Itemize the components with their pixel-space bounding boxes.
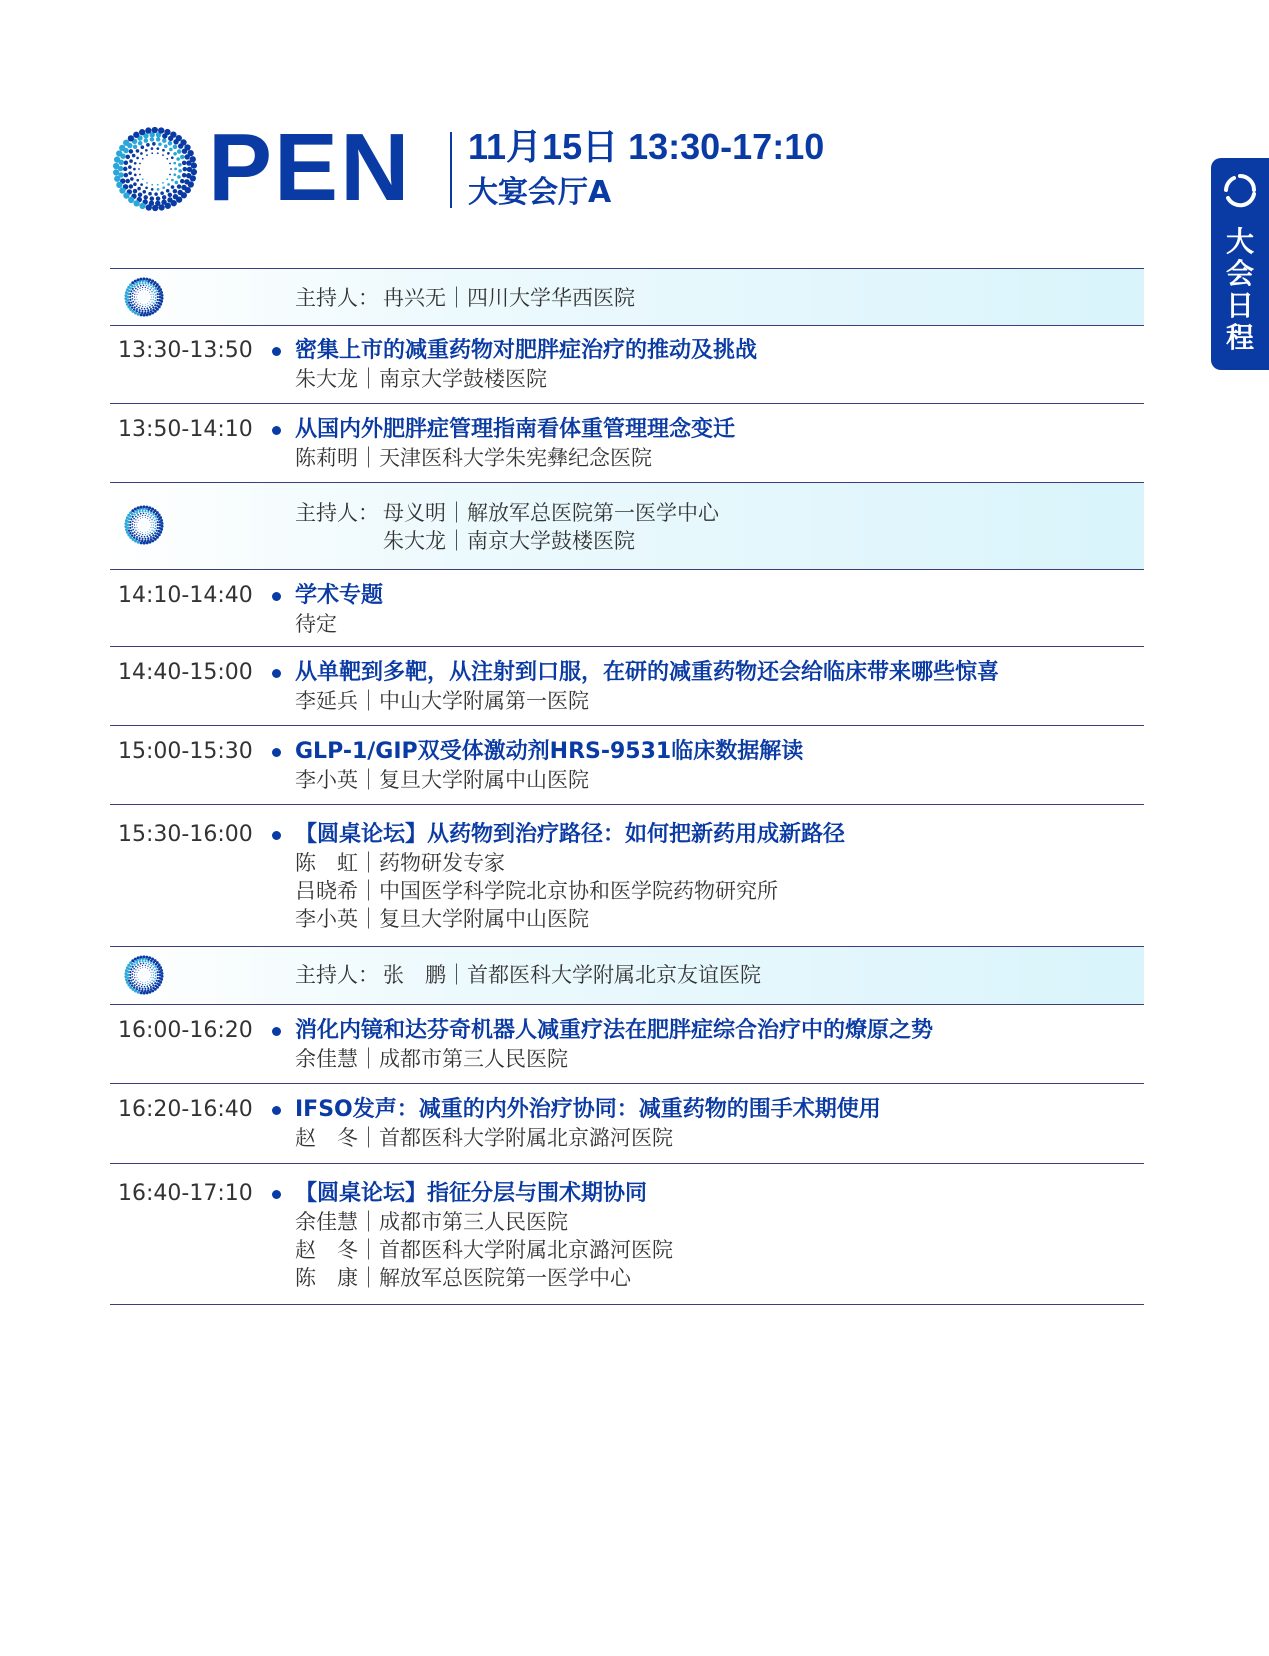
side-tab-agenda[interactable] [1211, 158, 1269, 370]
schedule-row [110, 1164, 1144, 1305]
speaker: 吕晓希｜中国医学科学院北京协和医学院药物研究所 [295, 879, 778, 903]
logo-text: PEN [208, 114, 412, 221]
session-title: 【圆桌论坛】从药物到治疗路径：如何把新药用成新路径 [295, 822, 846, 847]
pen-logo-dots-icon [112, 126, 198, 212]
schedule-row [110, 805, 1144, 947]
bullet-dot-icon [272, 669, 281, 678]
moderator-row [110, 483, 1144, 570]
session-title: 学术专题 [295, 583, 384, 608]
speaker: 余佳慧｜成都市第三人民医院 [295, 1210, 568, 1234]
speaker: 陈莉明｜天津医科大学朱宪彝纪念医院 [295, 446, 652, 470]
bullet-dot-icon [272, 347, 281, 356]
bullet-dot-icon [272, 1190, 281, 1199]
speaker: 陈 康｜解放军总医院第一医学中心 [295, 1266, 631, 1290]
session-time: 14:40-15:00 [118, 660, 253, 685]
speaker: 赵 冬｜首都医科大学附属北京潞河医院 [295, 1126, 673, 1150]
session-time: 13:30-13:50 [118, 338, 253, 363]
session-title: 消化内镜和达芬奇机器人减重疗法在肥胖症综合治疗中的燎原之势 [295, 1018, 934, 1043]
speaker: 李延兵｜中山大学附属第一医院 [295, 689, 589, 713]
side-tab-label: 大 会 日 程 [1225, 225, 1254, 354]
speaker: 陈 虹｜药物研发专家 [295, 851, 505, 875]
session-title: GLP-1/GIP双受体激动剂HRS-9531临床数据解读 [295, 739, 804, 764]
speaker: 李小英｜复旦大学附属中山医院 [295, 907, 589, 931]
schedule-row [110, 1005, 1144, 1084]
header-divider [450, 132, 452, 208]
schedule-row [110, 647, 1144, 726]
bullet-dot-icon [272, 426, 281, 435]
moderator-line: 朱大龙｜南京大学鼓楼医院 [383, 529, 635, 553]
session-time: 16:20-16:40 [118, 1097, 253, 1122]
moderator-line: 主持人： 母义明｜解放军总医院第一医学中心 [295, 501, 719, 525]
session-title: IFSO发声：减重的内外治疗协同：减重药物的围手术期使用 [295, 1097, 881, 1122]
session-date-time: 11月15日 13:30-17:10 [468, 126, 825, 167]
session-time: 15:30-16:00 [118, 822, 253, 847]
session-title: 密集上市的减重药物对肥胖症治疗的推动及挑战 [295, 338, 758, 363]
schedule-row [110, 1084, 1144, 1164]
bullet-dot-icon [272, 1106, 281, 1115]
session-title: 【圆桌论坛】指征分层与围术期协同 [295, 1181, 648, 1206]
bullet-dot-icon [272, 592, 281, 601]
speaker: 李小英｜复旦大学附属中山医院 [295, 768, 589, 792]
moderator-row [110, 268, 1144, 326]
schedule-row [110, 570, 1144, 647]
session-title: 从国内外肥胖症管理指南看体重管理理念变迁 [295, 417, 736, 442]
session-dots-icon [124, 277, 164, 317]
session-venue: 大宴会厅A [468, 175, 612, 210]
schedule-row [110, 726, 1144, 805]
speaker: 余佳慧｜成都市第三人民医院 [295, 1047, 568, 1071]
ring-logo-icon [1222, 172, 1258, 208]
bullet-dot-icon [272, 831, 281, 840]
session-time: 15:00-15:30 [118, 739, 253, 764]
session-dots-icon [124, 955, 164, 995]
session-time: 14:10-14:40 [118, 583, 253, 608]
moderator-line: 主持人： 冉兴无｜四川大学华西医院 [295, 286, 635, 310]
schedule-row [110, 326, 1144, 404]
session-dots-icon [124, 505, 164, 545]
speaker: 待定 [295, 612, 337, 636]
speaker: 赵 冬｜首都医科大学附属北京潞河医院 [295, 1238, 673, 1262]
moderator-row [110, 947, 1144, 1005]
schedule-row [110, 404, 1144, 483]
speaker: 朱大龙｜南京大学鼓楼医院 [295, 367, 547, 391]
session-time: 16:40-17:10 [118, 1181, 253, 1206]
session-time: 13:50-14:10 [118, 417, 253, 442]
session-time: 16:00-16:20 [118, 1018, 253, 1043]
schedule-table [110, 268, 1144, 1305]
bullet-dot-icon [272, 1027, 281, 1036]
session-title: 从单靶到多靶，从注射到口服，在研的减重药物还会给临床带来哪些惊喜 [295, 660, 1000, 685]
moderator-line: 主持人： 张 鹏｜首都医科大学附属北京友谊医院 [295, 963, 761, 987]
bullet-dot-icon [272, 748, 281, 757]
